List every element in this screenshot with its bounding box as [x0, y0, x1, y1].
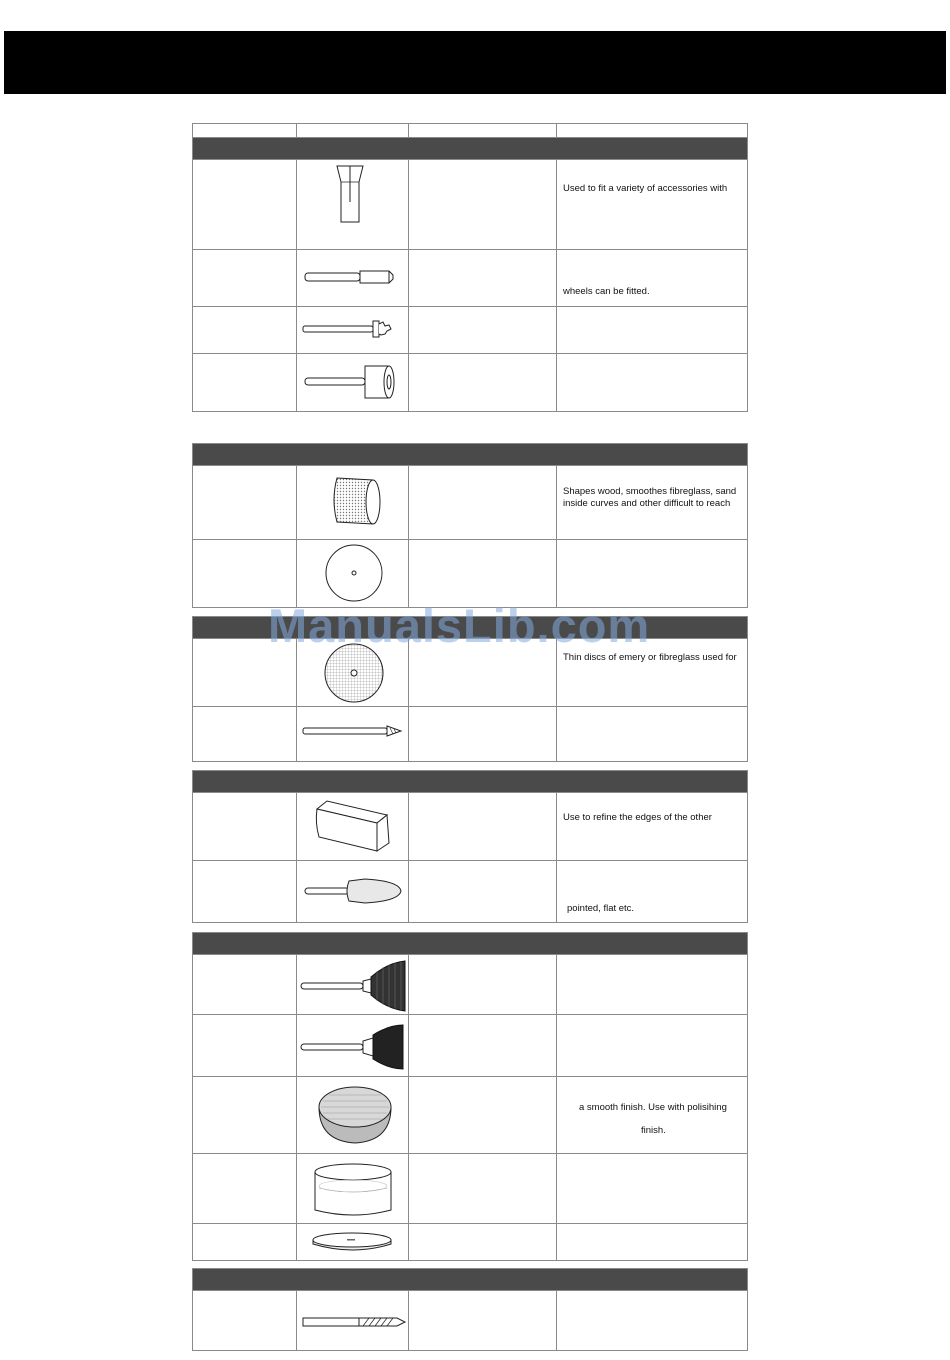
accessory-table-1 — [192, 123, 748, 412]
column-header-row — [193, 124, 747, 137]
table-row — [193, 860, 747, 922]
dressing-stone-illustration — [297, 793, 408, 860]
accessory-table-5 — [192, 932, 748, 1261]
table-row — [193, 792, 747, 860]
table-row — [193, 1076, 747, 1153]
section-bar — [193, 444, 747, 465]
table-row — [193, 706, 747, 761]
polishing-pad-illustration — [297, 1224, 408, 1260]
sanding-disc-description: Thin discs of emery or fibreglass used for — [563, 652, 737, 663]
section-bar — [193, 771, 747, 792]
felt-wheel-illustration — [297, 1077, 408, 1153]
screw-mandrel-illustration — [297, 307, 408, 353]
table-row — [193, 539, 747, 607]
cutting-disc-illustration — [297, 540, 408, 607]
table-row — [193, 1223, 747, 1260]
section-bar — [193, 933, 747, 954]
mandrel-illustration — [297, 250, 408, 306]
accessory-table-6 — [192, 1268, 748, 1351]
accessory-table-2 — [192, 443, 748, 608]
section-bar — [193, 137, 747, 159]
drum-mandrel-illustration — [297, 354, 408, 411]
drill-bit-illustration — [297, 1291, 408, 1350]
polishing-compound-illustration — [297, 1154, 408, 1223]
page-header-bar — [4, 31, 946, 94]
felt-wheel-description-line-2: finish. — [641, 1125, 666, 1136]
mandrel-description: wheels can be fitted. — [563, 286, 650, 297]
collet-illustration — [297, 160, 408, 249]
dressing-stone-description: Use to refine the edges of the other — [563, 812, 712, 823]
collet-description: Used to fit a variety of accessories with — [563, 183, 728, 194]
watermark: ManualsLib.com — [268, 599, 651, 652]
table-row — [193, 954, 747, 1014]
table-row — [193, 1290, 747, 1350]
grinding-stone-description: pointed, flat etc. — [567, 903, 635, 914]
sanding-band-description: Shapes wood, smoothes fibreglass, sand inside curves and other difficult to reach — [563, 486, 737, 509]
bristle-brush-illustration — [297, 1015, 408, 1076]
table-row — [193, 1153, 747, 1223]
engraving-cutter-illustration — [297, 707, 408, 761]
felt-wheel-description-line-1: a smooth finish. Use with polisihing — [579, 1102, 727, 1113]
accessory-table-4 — [192, 770, 748, 923]
table-row — [193, 353, 747, 411]
table-row — [193, 159, 747, 249]
table-row — [193, 306, 747, 353]
wire-brush-illustration — [297, 955, 408, 1014]
section-bar — [193, 1269, 747, 1290]
grinding-stone-illustration — [297, 861, 408, 922]
table-row — [193, 465, 747, 539]
table-row — [193, 249, 747, 306]
sanding-band-illustration — [297, 466, 408, 539]
table-row — [193, 1014, 747, 1076]
